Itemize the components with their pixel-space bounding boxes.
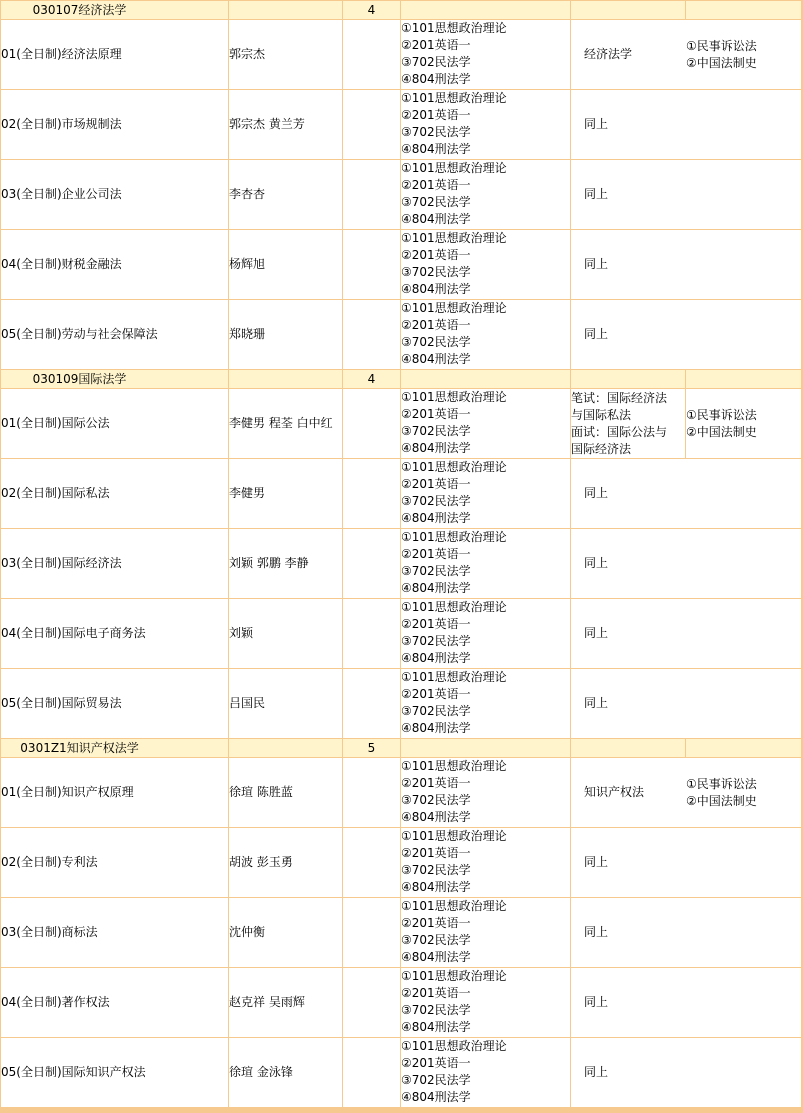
exam-subject: ①101思想政治理论 [401,460,507,474]
research-direction: 04(全日制)财税金融法 [1,230,228,299]
section-quota: 5 [343,739,400,757]
tutor-names: 刘颖 [229,599,342,668]
exam-subject: ②201英语一 [401,617,471,631]
research-direction: 04(全日制)国际电子商务法 [1,599,228,668]
research-direction: 03(全日制)商标法 [1,898,228,967]
research-direction: 05(全日制)国际贸易法 [1,669,228,738]
section-code: 0301Z1知识产权法学 [1,739,228,757]
exam-subject: ④804刑法学 [401,651,471,665]
quota-cell [343,968,400,1037]
exam-subject: ①101思想政治理论 [401,600,507,614]
exam-subject: ④804刑法学 [401,950,471,964]
equivalent-subjects [686,459,801,528]
exam-subject: ③702民法学 [401,195,471,209]
equivalent-subjects [686,160,801,229]
exam-subject: ①101思想政治理论 [401,1039,507,1053]
tutor-names: 李健男 [229,459,342,528]
retest-subject: 同上 [571,230,698,299]
quota-cell [343,758,400,827]
exam-subject: ①101思想政治理论 [401,390,507,404]
exam-subject: ②201英语一 [401,108,471,122]
table-row [0,669,803,738]
equivalent-subjects [686,968,801,1037]
exam-subject: ②201英语一 [401,687,471,701]
retest-subject: 同上 [571,968,698,1037]
exam-subject: ④804刑法学 [401,1090,471,1104]
exam-subject: ②201英语一 [401,846,471,860]
quota-cell [343,1038,400,1107]
quota-cell [343,230,400,299]
exam-subject: ①101思想政治理论 [401,670,507,684]
exam-subject: ③702民法学 [401,1003,471,1017]
exam-subject: ③702民法学 [401,933,471,947]
equivalent-subjects [686,20,801,89]
retest-line: 与国际私法 [571,407,632,422]
retest-subject: 同上 [571,599,698,668]
section-header-row [0,370,803,388]
exam-subject: ③702民法学 [401,793,471,807]
exam-subject: ④804刑法学 [401,581,471,595]
exam-subject: ③702民法学 [401,564,471,578]
equivalent-subject: ②中国法制史 [686,55,757,70]
table-row [0,529,803,598]
exam-subject: ③702民法学 [401,863,471,877]
retest-subject [571,389,685,458]
tutor-names: 赵克祥 吴雨辉 [229,968,342,1037]
exam-subject: ③702民法学 [401,634,471,648]
table-row [0,160,803,229]
tutor-names: 胡波 彭玉勇 [229,828,342,897]
exam-subjects [401,529,570,598]
exam-subjects [401,389,570,458]
tutor-names: 郭宗杰 [229,20,342,89]
exam-subject: ②201英语一 [401,38,471,52]
section-quota: 4 [343,1,400,19]
table-row [0,599,803,668]
section-blank-cell [229,1,342,19]
exam-subject: ①101思想政治理论 [401,899,507,913]
exam-subject: ①101思想政治理论 [401,829,507,843]
quota-cell [343,828,400,897]
retest-subject: 同上 [571,459,698,528]
table-row [0,1038,803,1107]
equivalent-subjects [686,758,801,827]
equivalent-subject: ②中国法制史 [686,793,757,808]
retest-subject: 同上 [571,828,698,897]
tutor-names: 徐瑄 金泳锋 [229,1038,342,1107]
exam-subject: ②201英语一 [401,1056,471,1070]
section-blank-cell [401,739,570,757]
exam-subjects [401,160,570,229]
table-row [0,898,803,967]
research-direction: 03(全日制)企业公司法 [1,160,228,229]
equivalent-subject: ①民事诉讼法 [686,776,757,791]
retest-subject: 同上 [571,160,698,229]
exam-subject: ④804刑法学 [401,282,471,296]
table-row [0,758,803,827]
exam-subject: ②201英语一 [401,407,471,421]
exam-subject: ①101思想政治理论 [401,530,507,544]
exam-subject: ④804刑法学 [401,352,471,366]
quota-cell [343,669,400,738]
equivalent-subjects [686,90,801,159]
section-blank-cell [571,739,685,757]
retest-subject: 同上 [571,669,698,738]
exam-subject: ③702民法学 [401,335,471,349]
table-row [0,968,803,1037]
section-code: 030109国际法学 [1,370,228,388]
research-direction: 02(全日制)市场规制法 [1,90,228,159]
exam-subjects [401,599,570,668]
exam-subjects [401,459,570,528]
exam-subject: ①101思想政治理论 [401,301,507,315]
equivalent-subject: ①民事诉讼法 [686,407,757,422]
exam-subject: ④804刑法学 [401,142,471,156]
exam-subjects [401,968,570,1037]
exam-subject: ③702民法学 [401,424,471,438]
table-row [0,459,803,528]
retest-subject: 同上 [571,898,698,967]
equivalent-subject: ②中国法制史 [686,424,757,439]
tutor-names: 郭宗杰 黄兰芳 [229,90,342,159]
exam-subject: ③702民法学 [401,494,471,508]
research-direction: 01(全日制)国际公法 [1,389,228,458]
quota-cell [343,898,400,967]
tutor-names: 李杏杏 [229,160,342,229]
exam-subject: ④804刑法学 [401,1020,471,1034]
research-direction: 05(全日制)国际知识产权法 [1,1038,228,1107]
exam-subject: ④804刑法学 [401,880,471,894]
exam-subject: ④804刑法学 [401,810,471,824]
equivalent-subject: ①民事诉讼法 [686,38,757,53]
exam-subjects [401,90,570,159]
exam-subject: ④804刑法学 [401,441,471,455]
quota-cell [343,90,400,159]
quota-cell [343,459,400,528]
exam-subject: ③702民法学 [401,1073,471,1087]
research-direction: 02(全日制)专利法 [1,828,228,897]
exam-subjects [401,669,570,738]
exam-subject: ①101思想政治理论 [401,759,507,773]
exam-subject: ②201英语一 [401,547,471,561]
section-header-row [0,1,803,19]
exam-subject: ③702民法学 [401,265,471,279]
equivalent-subjects [686,529,801,598]
retest-subject: 知识产权法 [571,758,698,827]
quota-cell [343,160,400,229]
research-direction: 03(全日制)国际经济法 [1,529,228,598]
equivalent-subjects [686,300,801,369]
equivalent-subjects [686,669,801,738]
section-blank-cell [401,1,570,19]
retest-subject: 同上 [571,529,698,598]
quota-cell [343,599,400,668]
section-code: 030107经济法学 [1,1,228,19]
exam-subjects [401,1038,570,1107]
exam-subject: ③702民法学 [401,125,471,139]
table-row [0,389,803,458]
section-blank-cell [401,370,570,388]
tutor-names: 刘颖 郭鹏 李静 [229,529,342,598]
exam-subject: ②201英语一 [401,248,471,262]
quota-cell [343,300,400,369]
exam-subject: ④804刑法学 [401,72,471,86]
quota-cell [343,529,400,598]
section-blank-cell [686,739,801,757]
exam-subjects [401,758,570,827]
exam-subject: ②201英语一 [401,477,471,491]
section-header-row [0,739,803,757]
section-quota: 4 [343,370,400,388]
research-direction: 01(全日制)经济法原理 [1,20,228,89]
exam-subjects [401,230,570,299]
quota-cell [343,20,400,89]
section-blank-cell [686,1,801,19]
tutor-names: 郑晓珊 [229,300,342,369]
exam-subjects [401,20,570,89]
research-direction: 05(全日制)劳动与社会保障法 [1,300,228,369]
tutor-names: 杨辉旭 [229,230,342,299]
exam-subject: ②201英语一 [401,916,471,930]
section-blank-cell [229,370,342,388]
section-blank-cell [686,370,801,388]
retest-subject: 同上 [571,90,698,159]
tutor-names: 沈仲衡 [229,898,342,967]
equivalent-subjects [686,599,801,668]
research-direction: 02(全日制)国际私法 [1,459,228,528]
equivalent-subjects [686,230,801,299]
retest-line: 国际经济法 [571,441,632,456]
exam-subject: ①101思想政治理论 [401,161,507,175]
table-row [0,230,803,299]
section-blank-cell [571,370,685,388]
exam-subject: ①101思想政治理论 [401,91,507,105]
exam-subject: ①101思想政治理论 [401,969,507,983]
exam-subject: ①101思想政治理论 [401,21,507,35]
exam-subjects [401,300,570,369]
equivalent-subjects [686,389,801,458]
exam-subject: ②201英语一 [401,178,471,192]
retest-line: 面试：国际公法与 [571,424,668,439]
exam-subject: ③702民法学 [401,55,471,69]
retest-subject: 同上 [571,300,698,369]
exam-subject: ①101思想政治理论 [401,231,507,245]
retest-subject: 同上 [571,1038,698,1107]
retest-line: 笔试：国际经济法 [571,390,668,405]
equivalent-subjects [686,828,801,897]
exam-subject: ④804刑法学 [401,511,471,525]
exam-subject: ②201英语一 [401,776,471,790]
table-row [0,90,803,159]
exam-subject: ②201英语一 [401,318,471,332]
equivalent-subjects [686,1038,801,1107]
research-direction: 01(全日制)知识产权原理 [1,758,228,827]
tutor-names: 徐瑄 陈胜蓝 [229,758,342,827]
exam-subjects [401,828,570,897]
tutor-names: 李健男 程荃 白中红 [229,389,342,458]
section-blank-cell [229,739,342,757]
exam-subjects [401,898,570,967]
exam-subject: ②201英语一 [401,986,471,1000]
table-row [0,20,803,89]
section-blank-cell [571,1,685,19]
equivalent-subjects [686,898,801,967]
quota-cell [343,389,400,458]
exam-subject: ④804刑法学 [401,721,471,735]
exam-subject: ④804刑法学 [401,212,471,226]
retest-subject: 经济法学 [571,20,698,89]
exam-subject: ③702民法学 [401,704,471,718]
table-row [0,828,803,897]
tutor-names: 吕国民 [229,669,342,738]
research-direction: 04(全日制)著作权法 [1,968,228,1037]
table-row [0,300,803,369]
